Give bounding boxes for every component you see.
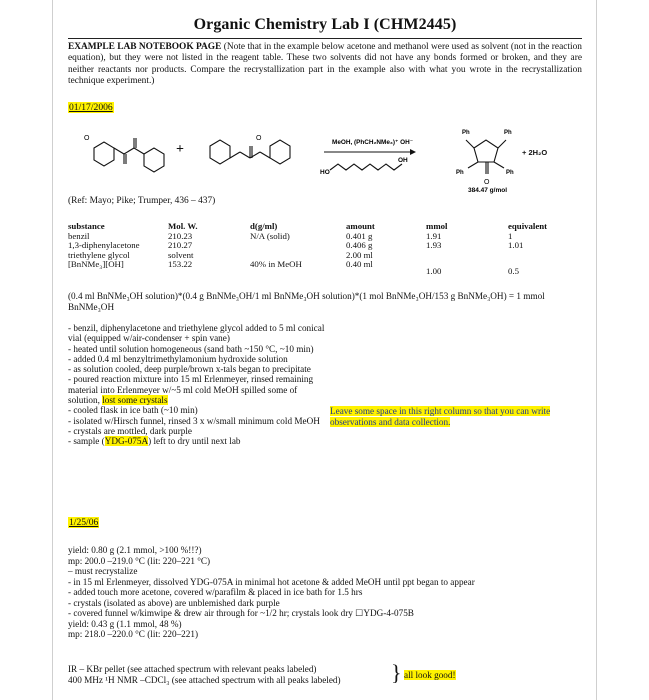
note-item: - added 0.4 ml benzyltrimethylamonium hydroxide solution <box>68 353 288 364</box>
highlight-lost-crystals: lost some crystals <box>102 395 168 406</box>
oh-label: OH <box>398 157 408 164</box>
results-section <box>68 545 582 640</box>
col-substance: substance <box>68 221 105 231</box>
cell <box>250 241 346 251</box>
cell: 0.401 g <box>346 230 373 241</box>
ph-label-1: Ph <box>462 130 470 136</box>
note-item <box>68 436 330 446</box>
ph-label-3: Ph <box>456 170 464 176</box>
spectra-notes <box>68 660 582 686</box>
note-item: - crystals are mottled, dark purple <box>68 425 192 436</box>
ho-label: HO <box>320 169 330 176</box>
title-divider <box>68 38 582 39</box>
water-byproduct: + 2H₂O <box>522 148 548 157</box>
table-row <box>68 251 582 261</box>
spectrum-line: IR – KBr pellet (see attached spectrum with relevant peaks labeled) <box>68 664 317 674</box>
cell: 1.01 <box>508 240 524 251</box>
reaction-conditions: MeOH, (PhCH₂NMe₃)⁺ OH⁻ <box>332 139 414 146</box>
table-header-row <box>68 222 582 232</box>
oxygen-label-2: O <box>256 135 262 142</box>
cell: 0.5 <box>508 266 519 277</box>
ph-label-4: Ph <box>506 170 514 176</box>
note-text: - poured reaction mixture into 15 ml Erlenmeyer, rinsed remaining material into Erlenmeyer w/~5 ml cold MeOH spilled some of solution, <box>68 374 314 406</box>
ph-label-2: Ph <box>504 130 512 136</box>
page-border-left <box>52 0 53 700</box>
triethylene-glycol-structure <box>330 164 402 170</box>
col-density: d(g/ml) <box>250 221 278 231</box>
cell: 1.93 <box>426 240 442 251</box>
cell <box>426 251 508 261</box>
cell: triethylene glycol <box>68 249 130 260</box>
col-amount: amount <box>346 221 375 231</box>
margin-tip-text: Leave some space in this right column so that you can write observations and data collection. <box>330 406 551 427</box>
verdict-text: all look good! <box>404 670 456 680</box>
procedure-notes <box>68 323 330 447</box>
result-line: - covered funnel w/kimwipe & drew air through for ~1/2 hr; crystals look dry ☐YDG-4-075B <box>68 608 414 618</box>
note-item <box>68 374 330 405</box>
intro-paragraph <box>68 42 582 88</box>
result-line: yield: 0.80 g (2.1 mmol, >100 %!!?) <box>68 545 202 555</box>
table-row <box>68 241 582 251</box>
note-text: - sample ( <box>68 436 105 447</box>
cell: 153.22 <box>168 259 193 270</box>
cell: 210.23 <box>168 230 193 241</box>
cell: [BnNMe₃][OH] <box>68 259 124 270</box>
calculation-note: (0.4 ml BnNMe₃OH solution)*(0.4 g BnNMe₃OH/1 ml BnNMe₃OH solution)*(1 mol BnNMe₃OH/153 g BnNMe₃OH) = 1 mmol BnNMe₃OH <box>68 291 545 312</box>
cell: 1 <box>508 230 513 241</box>
product-structure <box>466 140 506 174</box>
intro-heading: EXAMPLE LAB NOTEBOOK PAGE <box>68 42 222 52</box>
cell: solvent <box>168 249 194 260</box>
page-border-right <box>596 0 597 700</box>
margin-tip <box>330 406 570 427</box>
note-text: ) left to dry until next lab <box>148 436 241 447</box>
cell: 0.40 ml <box>346 259 373 270</box>
result-line: mp: 218.0 –220.0 °C (lit: 220–221) <box>68 629 199 639</box>
result-line: mp: 200.0 –219.0 °C (lit: 220–221 °C) <box>68 555 211 566</box>
intro-text: (Note that in the example below acetone and methanol were used as solvent (not in the reaction equation), but they were not listed in the reagent table. These two solvents did not have any bonds formed or broken, and they are neither reactants nor products. Compare the recrystallization part in the example also with what you wrote in the recrystallization technique experiment.) <box>68 42 582 87</box>
spectrum-line: 400 MHz ¹H NMR –CDCl₃ (see attached spectrum with all peaks labeled) <box>68 675 341 685</box>
note-item: - heated until solution homogeneous (sand bath ~150 °C, ~10 min) <box>68 343 314 354</box>
result-line: - added touch more acetone, covered w/parafilm & placed in ice bath for 1.5 hrs <box>68 587 363 597</box>
diphenylacetone-structure <box>210 140 290 164</box>
cell: 0.406 g <box>346 240 373 251</box>
cell: 210.27 <box>168 240 193 251</box>
oxygen-label-3: O <box>484 179 490 186</box>
brace-symbol: } <box>391 660 402 685</box>
cell <box>508 251 582 261</box>
cell: benzil <box>68 230 90 241</box>
col-mmol: mmol <box>426 221 448 231</box>
result-line: – must recrystalize <box>68 566 138 576</box>
plus-sign: + <box>176 142 184 157</box>
date-entry-1: 01/17/2006 <box>69 102 113 113</box>
col-mol-weight: Mol. W. <box>168 221 198 231</box>
cell: 1.91 <box>426 230 442 241</box>
product-molar-mass: 384.47 g/mol <box>468 187 508 194</box>
note-item: - isolated w/Hirsch funnel, rinsed 3 x w/small minimum cold MeOH <box>68 415 320 426</box>
sample-id-highlight: YDG-075A <box>104 436 149 447</box>
result-line: - crystals (isolated as above) are unblemished dark purple <box>68 597 280 608</box>
reagent-table <box>68 222 582 277</box>
date-entry-2: 1/25/06 <box>69 517 99 528</box>
reference-citation: (Ref: Mayo; Pike; Trumper, 436 – 437) <box>68 196 216 206</box>
col-equivalent: equivalent <box>508 221 548 231</box>
note-item: - as solution cooled, deep purple/brown x-tals began to precipitate <box>68 364 311 375</box>
oxygen-label-1: O <box>84 135 90 142</box>
page-title: Organic Chemistry Lab I (CHM2445) <box>193 16 457 33</box>
table-row <box>68 260 582 277</box>
note-item: - benzil, diphenylacetone and triethylene glycol added to 5 ml conical vial (equipped w/air-condenser + spin vane) <box>68 323 325 344</box>
result-line: yield: 0.43 g (1.1 mmol, 48 %) <box>68 618 182 629</box>
verdict <box>404 670 456 680</box>
cell: 40% in MeOH <box>250 259 302 270</box>
cell: 2.00 ml <box>346 249 373 260</box>
result-line: - in 15 ml Erlenmeyer, dissolved YDG-075A in minimal hot acetone & added MeOH until ppt began to appear <box>68 576 475 587</box>
benzil-structure <box>94 138 164 172</box>
table-row <box>68 232 582 242</box>
cell: 1.00 <box>426 266 442 277</box>
note-item: - cooled flask in ice bath (~10 min) <box>68 405 198 416</box>
cell: 1,3-diphenylacetone <box>68 240 140 251</box>
cell: N/A (solid) <box>250 230 290 241</box>
